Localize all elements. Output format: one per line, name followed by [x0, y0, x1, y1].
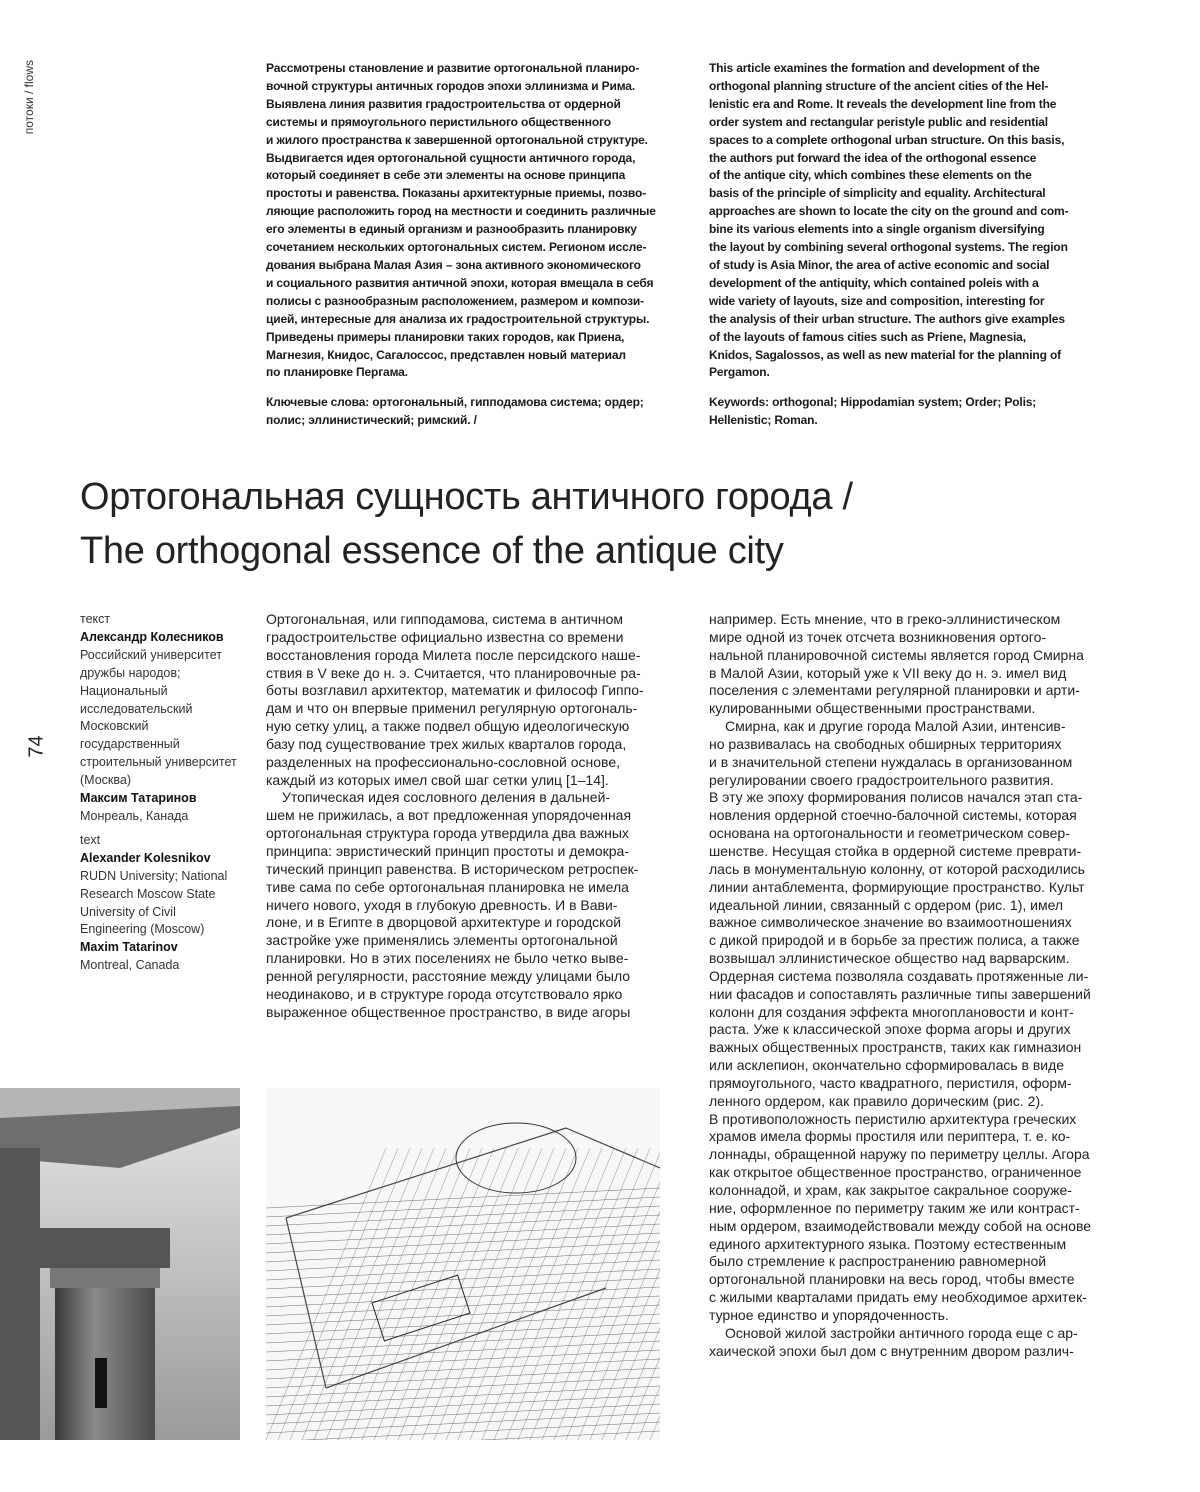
- text-line: Ортогональная, или гипподамова, система в античном: [266, 611, 666, 629]
- text-line: основана на ортогональности и геометрическом совер-: [709, 825, 1114, 843]
- keywords: [709, 394, 1099, 430]
- author-affiliation: исследовательский: [80, 701, 237, 719]
- text-line: колоннадой, и храм, как закрытое сакральное сооруже-: [709, 1182, 1114, 1200]
- text-line: basis of the principle of simplicity and equality. Architectural: [709, 185, 1099, 203]
- title-en: The orthogonal essence of the antique city: [80, 524, 853, 578]
- paragraph: [709, 1325, 1114, 1361]
- text-line: ничего нового, уходя в глубокую древность. И в Вави-: [266, 897, 666, 915]
- text-line: как открытое общественное пространство, ограниченное: [709, 1164, 1114, 1182]
- text-line: вочной структуры античных городов эпохи эллинизма и Рима.: [266, 78, 676, 96]
- author-affiliation: строительный университет: [80, 754, 237, 772]
- text-line: тиве сама по себе ортогональная планировка не имела: [266, 879, 666, 897]
- text-line: например. Есть мнение, что в греко-эллинистическом: [709, 611, 1114, 629]
- text-line: и жилого пространства к завершенной ортогональной структуре.: [266, 132, 676, 150]
- text-line: планировки. Но в этих поселениях не было четко выве-: [266, 950, 666, 968]
- author-name: Максим Татаринов: [80, 790, 237, 808]
- text-line: тический принцип равенства. В историческом ретроспек-: [266, 861, 666, 879]
- paragraph: [709, 718, 1114, 789]
- body-column-1: [266, 611, 666, 1021]
- text-line: хаической эпохи был дом с внутренним двором различ-: [709, 1343, 1114, 1361]
- author-affiliation: Research Moscow State: [80, 886, 237, 904]
- title-ru: Ортогональная сущность античного города /: [80, 470, 853, 524]
- text-line: возвышал эллинистическое общество над варварским.: [709, 950, 1114, 968]
- text-line: дам и что он впервые применил регулярную ортогональ-: [266, 700, 666, 718]
- author-name: Александр Колесников: [80, 629, 237, 647]
- text-line: неодинаково, и в структуре города отсутствовало ярко: [266, 986, 666, 1004]
- text-line: принципа: эвристический принцип простоты и демокра-: [266, 843, 666, 861]
- text-line: spaces to a complete orthogonal urban structure. On this basis,: [709, 132, 1099, 150]
- text-line: Hellenistic; Roman.: [709, 412, 1099, 430]
- text-line: застройке уже применялись элементы ортогональной: [266, 932, 666, 950]
- text-line: но развивалась на свободных обширных территориях: [709, 736, 1114, 754]
- text-line: с дикой природой и в борьбе за престиж полиса, а также: [709, 932, 1114, 950]
- paragraph: [709, 1111, 1114, 1325]
- text-line: и в значительной степени нуждалась в организованном: [709, 754, 1114, 772]
- text-line: ренной регулярности, расстояние между улицами было: [266, 968, 666, 986]
- article-title: [80, 470, 853, 578]
- text-line: градостроительстве официально известна со времени: [266, 629, 666, 647]
- text-line: ортогональной планировки на весь город, чтобы вместе: [709, 1271, 1114, 1289]
- text-line: the analysis of their urban structure. The authors give examples: [709, 311, 1099, 329]
- text-line: базу под существование трех жилых кварталов города,: [266, 736, 666, 754]
- author-affiliation: Engineering (Moscow): [80, 921, 237, 939]
- text-line: лась в монументальную колонну, от которой расходились: [709, 861, 1114, 879]
- text-line: Смирна, как и другие города Малой Азии, интенсив-: [709, 718, 1114, 736]
- author-name: Alexander Kolesnikov: [80, 850, 237, 868]
- text-line: простоты и равенства. Показаны архитектурные приемы, позво-: [266, 185, 676, 203]
- text-line: с жилыми кварталами придать ему необходимое архитек-: [709, 1289, 1114, 1307]
- keywords: [266, 394, 676, 430]
- text-line: полис; эллинистический; римский. /: [266, 412, 676, 430]
- text-line: шем не прижилась, а вот предложенная упорядоченная: [266, 807, 666, 825]
- text-line: важных общественных пространств, таких как гимназион: [709, 1039, 1114, 1057]
- text-line: Рассмотрены становление и развитие ортогональной планиро-: [266, 60, 676, 78]
- text-line: order system and rectangular peristyle public and residential: [709, 114, 1099, 132]
- paragraph: [266, 789, 666, 1021]
- author-affiliation: Московский: [80, 718, 237, 736]
- text-line: лоне, и в Египте в дворцовой архитектуре и городской: [266, 914, 666, 932]
- author-credits: [80, 611, 237, 975]
- text-line: или асклепион, окончательно сформировалась в виде: [709, 1057, 1114, 1075]
- text-line: Приведены примеры планировки таких городов, как Приена,: [266, 329, 676, 347]
- text-line: кулированными общественными пространствами.: [709, 700, 1114, 718]
- text-line: разделенных на профессионально-сословной основе,: [266, 754, 666, 772]
- page-number: 74: [26, 735, 49, 757]
- column-capital-photo: [0, 1088, 240, 1440]
- abstract-ru: [266, 60, 676, 430]
- author-affiliation: дружбы народов;: [80, 665, 237, 683]
- text-line: ляющие расположить город на местности и соединить различные: [266, 203, 676, 221]
- text-line: полисы с разнообразным расположением, размером и компози-: [266, 293, 676, 311]
- text-line: Knidos, Sagalossos, as well as new material for the planning of: [709, 347, 1099, 365]
- text-line: лоннады, обращенной наружу по периметру целлы. Агора: [709, 1146, 1114, 1164]
- abstract-en: [709, 60, 1099, 430]
- text-line: было стремление к распространению равномерной: [709, 1253, 1114, 1271]
- author-name: Maxim Tatarinov: [80, 939, 237, 957]
- text-line: единого архитектурного языка. Поэтому естественным: [709, 1236, 1114, 1254]
- text-line: development of the antiquity, which contained poleis with a: [709, 275, 1099, 293]
- text-line: ние, оформленное по периметру таким же или контраст-: [709, 1200, 1114, 1218]
- text-line: orthogonal planning structure of the ancient cities of the Hel-: [709, 78, 1099, 96]
- credit-label: текст: [80, 611, 237, 629]
- text-line: восстановления города Милета после персидского наше-: [266, 647, 666, 665]
- text-line: ствия в V веке до н. э. Считается, что планировочные ра-: [266, 665, 666, 683]
- author-affiliation: Монреаль, Канада: [80, 808, 237, 826]
- text-line: Утопическая идея сословного деления в дальней-: [266, 789, 666, 807]
- text-line: в Малой Азии, который уже к VII веку до н. э. имел вид: [709, 665, 1114, 683]
- text-line: the layout by combining several orthogonal systems. The region: [709, 239, 1099, 257]
- text-line: ным ордером, взаимодействовали между собой на основе: [709, 1218, 1114, 1236]
- text-line: of study is Asia Minor, the area of active economic and social: [709, 257, 1099, 275]
- text-line: колонн для создания эффекта многоплановости и конт-: [709, 1004, 1114, 1022]
- paragraph: [709, 789, 1114, 1110]
- text-line: каждый из которых имел свой шаг сетки улиц [1–14].: [266, 772, 666, 790]
- text-line: of the layouts of famous cities such as Priene, Magnesia,: [709, 329, 1099, 347]
- text-line: системы и прямоугольного перистильного общественного: [266, 114, 676, 132]
- author-affiliation: Национальный: [80, 683, 237, 701]
- text-line: ленного ордером, как правило дорическим (рис. 2).: [709, 1093, 1114, 1111]
- author-affiliation: RUDN University; National: [80, 868, 237, 886]
- text-line: выраженное общественное пространство, в виде агоры: [266, 1004, 666, 1022]
- author-affiliation: Montreal, Canada: [80, 957, 237, 975]
- paragraph: [709, 611, 1114, 718]
- text-line: Магнезия, Книдос, Сагалоссос, представлен новый материал: [266, 347, 676, 365]
- text-line: ную сетку улиц, а также подвел общую идеологическую: [266, 718, 666, 736]
- text-line: который соединяет в себе эти элементы на основе принципа: [266, 167, 676, 185]
- text-line: Ключевые слова: ортогональный, гипподамова система; ордер;: [266, 394, 676, 412]
- author-affiliation: University of Civil: [80, 904, 237, 922]
- text-line: цией, интересные для анализа их градостроительной структуры.: [266, 311, 676, 329]
- text-line: его элементы в единый организм и разнообразить планировку: [266, 221, 676, 239]
- text-line: шенстве. Несущая стойка в ордерной системе преврати-: [709, 843, 1114, 861]
- text-line: approaches are shown to locate the city on the ground and com-: [709, 203, 1099, 221]
- text-line: the authors put forward the idea of the orthogonal essence: [709, 150, 1099, 168]
- text-line: of the antique city, which combines these elements on the: [709, 167, 1099, 185]
- text-line: сочетанием нескольких ортогональных систем. Регионом иссле-: [266, 239, 676, 257]
- section-label: потоки / flows: [22, 60, 36, 134]
- text-line: дования выбрана Малая Азия – зона активного экономического: [266, 257, 676, 275]
- text-line: Keywords: orthogonal; Hippodamian system; Order; Polis;: [709, 394, 1099, 412]
- text-line: Pergamon.: [709, 364, 1099, 382]
- text-line: храмов имела формы простиля или периптера, т. е. ко-: [709, 1128, 1114, 1146]
- city-axonometric-drawing: [266, 1088, 660, 1440]
- author-affiliation: государственный: [80, 736, 237, 754]
- text-line: bine its various elements into a single organism diversifying: [709, 221, 1099, 239]
- text-line: нальной планировочной системы является город Смирна: [709, 647, 1114, 665]
- text-line: В эту же эпоху формирования полисов начался этап ста-: [709, 789, 1114, 807]
- body-column-2: [709, 611, 1114, 1360]
- text-line: боты возглавил архитектор, математик и философ Гиппо-: [266, 682, 666, 700]
- credit-label: text: [80, 832, 237, 850]
- text-line: мире одной из точек отсчета возникновения ортого-: [709, 629, 1114, 647]
- author-affiliation: (Москва): [80, 772, 237, 790]
- text-line: раста. Уже к классической эпохе форма агоры и других: [709, 1021, 1114, 1039]
- text-line: новления ордерной стоечно-балочной системы, которая: [709, 807, 1114, 825]
- text-line: ортогональная структура города утвердила два важных: [266, 825, 666, 843]
- text-line: wide variety of layouts, size and composition, interesting for: [709, 293, 1099, 311]
- text-line: Выдвигается идея ортогональной сущности античного города,: [266, 150, 676, 168]
- text-line: по планировке Пергама.: [266, 364, 676, 382]
- text-line: Ордерная система позволяла создавать протяженные ли-: [709, 968, 1114, 986]
- text-line: В противоположность перистилю архитектура греческих: [709, 1111, 1114, 1129]
- text-line: Выявлена линия развития градостроительства от ордерной: [266, 96, 676, 114]
- text-line: нии фасадов и сопоставлять различные типы завершений: [709, 986, 1114, 1004]
- paragraph: [266, 611, 666, 789]
- author-affiliation: Российский университет: [80, 647, 237, 665]
- text-line: турное единство и упорядоченность.: [709, 1307, 1114, 1325]
- text-line: This article examines the formation and development of the: [709, 60, 1099, 78]
- text-line: Основой жилой застройки античного города еще с ар-: [709, 1325, 1114, 1343]
- text-line: прямоугольного, часто квадратного, перистиля, оформ-: [709, 1075, 1114, 1093]
- text-line: поселения с элементами регулярной планировки и арти-: [709, 682, 1114, 700]
- text-line: и социального развития античной эпохи, которая вмещала в себя: [266, 275, 676, 293]
- text-line: регулировании своего градостроительного развития.: [709, 772, 1114, 790]
- text-line: линии антаблемента, формирующие пространство. Культ: [709, 879, 1114, 897]
- text-line: lenistic era and Rome. It reveals the development line from the: [709, 96, 1099, 114]
- text-line: идеальной линии, связанный с ордером (рис. 1), имел: [709, 897, 1114, 915]
- text-line: важное символическое значение во взаимоотношениях: [709, 914, 1114, 932]
